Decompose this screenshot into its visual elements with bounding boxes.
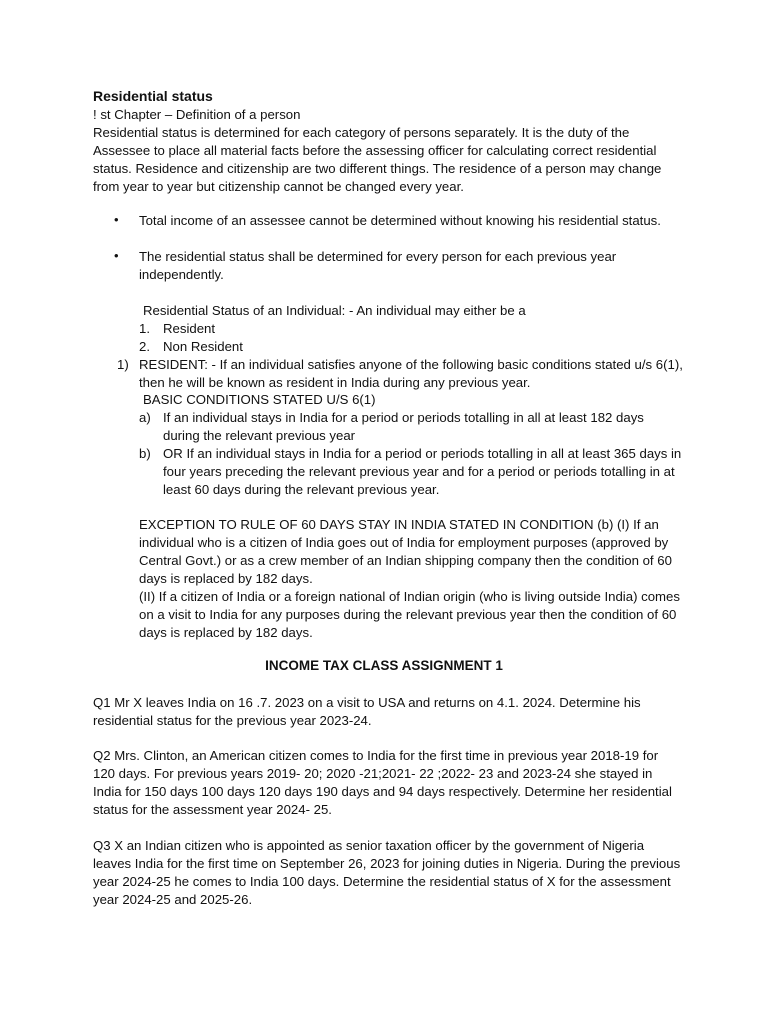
type-number: 1. — [139, 321, 150, 336]
assignment-title: INCOME TAX CLASS ASSIGNMENT 1 — [265, 658, 503, 673]
chapter-subtitle: ! st Chapter – Definition of a person — [93, 107, 301, 122]
intro-paragraph: Residential status is determined for each category of persons separately. It is the duty of the Assessee to place all material facts before the assessing officer for calculating correct residential status. Residence and citizenship are two different things. The residence of a person may change from year to year but citizenship cannot be changed every year. — [93, 125, 662, 194]
question-item: Q1 Mr X leaves India on 16 .7. 2023 on a visit to USA and returns on 4.1. 2024. Determine his residential status for the previous year 2023-24. — [93, 695, 641, 728]
resident-number: 1) — [117, 357, 129, 372]
doc-title: Residential status — [93, 88, 213, 104]
bullet-item: Total income of an assessee cannot be determined without knowing his residential status. — [139, 213, 661, 228]
basic-conditions-heading: BASIC CONDITIONS STATED U/S 6(1) — [143, 392, 376, 407]
type-number: 2. — [139, 339, 150, 354]
bullet-icon: • — [114, 212, 119, 227]
exception-paragraph: EXCEPTION TO RULE OF 60 DAYS STAY IN INDIA STATED IN CONDITION (b) (I) If an individual who is a citizen of India goes out of India for employment purposes (approved by Central Govt.) or as a crew member of an Indian shipping company then the condition of 60 days is replaced by 182 days. — [139, 517, 672, 586]
bullet-icon: • — [114, 248, 119, 263]
type-label: Non Resident — [163, 339, 243, 354]
condition-text: If an individual stays in India for a period or periods totalling in all at least 182 days during the relevant previous year — [163, 410, 644, 443]
type-label: Resident — [163, 321, 216, 336]
exception-paragraph: (II) If a citizen of India or a foreign national of Indian origin (who is living outside India) comes on a visit to India for any purposes during the relevant previous year then the condition of 60 days is replaced by 182 days. — [139, 589, 680, 640]
individual-intro: Residential Status of an Individual: - An individual may either be a — [143, 303, 526, 318]
condition-label: b) — [139, 446, 151, 461]
question-item: Q3 X an Indian citizen who is appointed as senior taxation officer by the government of Nigeria leaves India for the first time on September 26, 2023 for joining duties in Nigeria. During the previous year 2024-25 he comes to India 100 days. Determine the residential status of X for the assessment year 2024-25 and 2025-26. — [93, 838, 681, 907]
condition-text: OR If an individual stays in India for a period or periods totalling in all at least 365 days in four years preceding the relevant previous year and for a period or periods totalling in at least 60 days during the relevant previous year. — [163, 446, 682, 497]
resident-definition: RESIDENT: - If an individual satisfies anyone of the following basic conditions stated u/s 6(1), then he will be known as resident in India during any previous year. — [139, 357, 683, 390]
bullet-item: The residential status shall be determined for every person for each previous year independently. — [139, 249, 617, 282]
question-item: Q2 Mrs. Clinton, an American citizen comes to India for the first time in previous year 2018-19 for 120 days. For previous years 2019- 20; 2020 -21;2021- 22 ;2022- 23 and 2023-24 she stayed in India for 150 days 100 days 120 days 190 days and 94 days respectively. Determine her residential status for the assessment year 2024- 25. — [93, 748, 672, 817]
condition-label: a) — [139, 410, 151, 425]
